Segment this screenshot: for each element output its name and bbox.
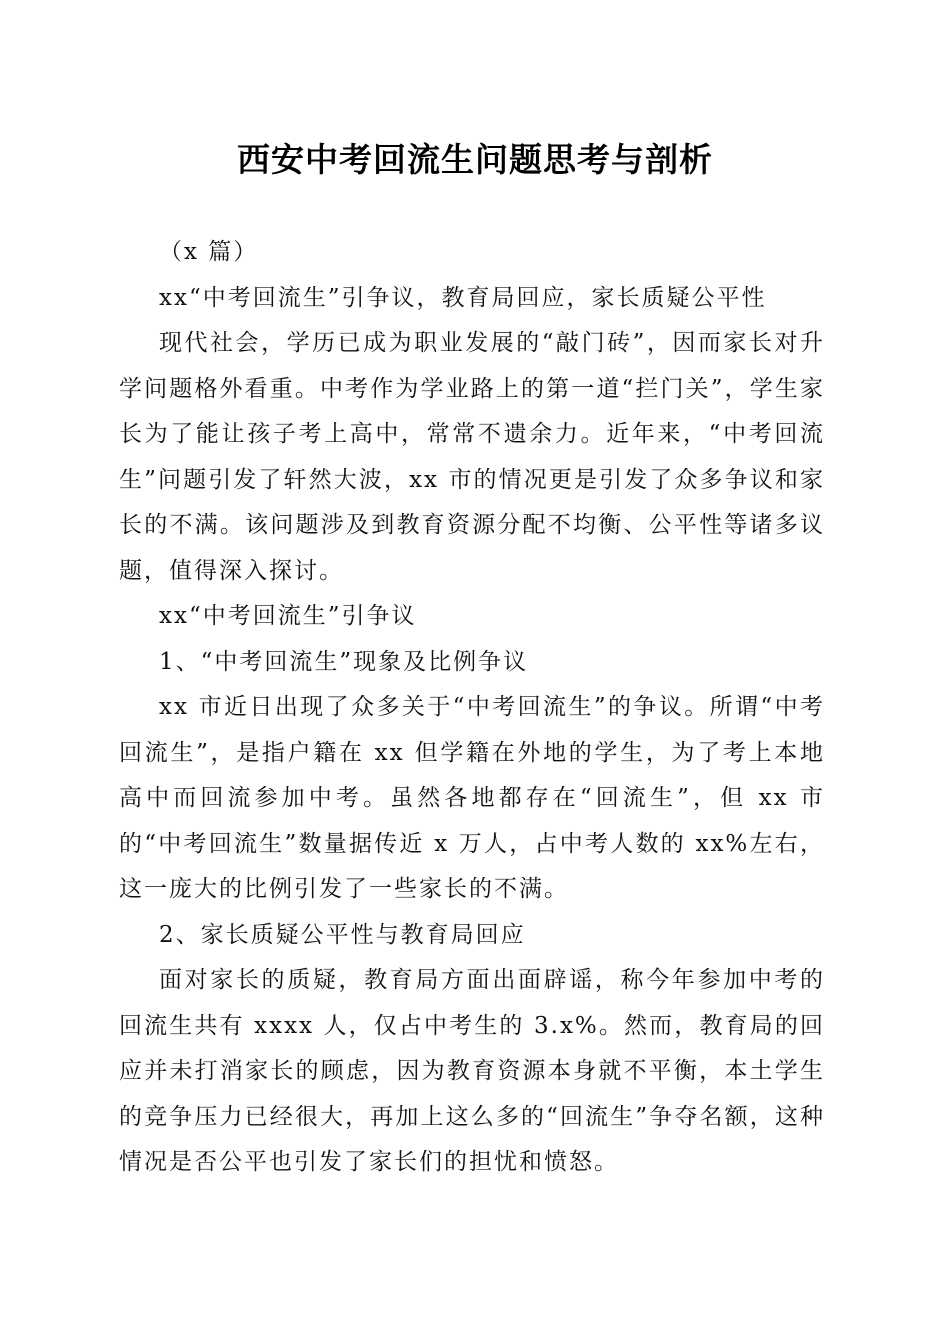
document-body	[119, 230, 825, 1186]
subsection-heading: 2、家长质疑公平性与教育局回应	[159, 921, 526, 948]
body-paragraph: xx 市近日出现了众多关于“中考回流生”的争议。所谓“中考回流生”，是指户籍在 xx 但学籍在外地的学生，为了考上本地高中而回流参加中考。虽然各地都存在“回流生”，但 xx 市的“中考回流生”数量据传近 x 万人，占中考人数的 xx%左右，这一庞大的比例引发了一些家长的不满。	[119, 694, 825, 902]
article-headline: xx“中考回流生”引争议，教育局回应，家长质疑公平性	[159, 284, 767, 311]
document-title: 西安中考回流生问题思考与剖析	[237, 140, 713, 179]
subsection-heading: 1、“中考回流生”现象及比例争议	[159, 648, 529, 675]
body-paragraph: 面对家长的质疑，教育局方面出面辟谣，称今年参加中考的回流生共有 xxxx 人，仅占中考生的 3.x%。然而，教育局的回应并未打消家长的顾虑，因为教育资源本身就不平衡，本土学生的竞争压力已经很大，再加上这么多的“回流生”争夺名额，这种情况是否公平也引发了家长们的担忧和愤怒。	[119, 967, 825, 1175]
body-paragraph: 现代社会，学历已成为职业发展的“敲门砖”，因而家长对升学问题格外看重。中考作为学业路上的第一道“拦门关”，学生家长为了能让孩子考上高中，常常不遗余力。近年来，“中考回流生”问题引发了轩然大波，xx 市的情况更是引发了众多争议和家长的不满。该问题涉及到教育资源分配不均衡、公平性等诸多议题，值得深入探讨。	[119, 330, 825, 584]
section-heading: xx“中考回流生”引争议	[159, 603, 417, 629]
section-label: （x 篇）	[159, 239, 259, 265]
